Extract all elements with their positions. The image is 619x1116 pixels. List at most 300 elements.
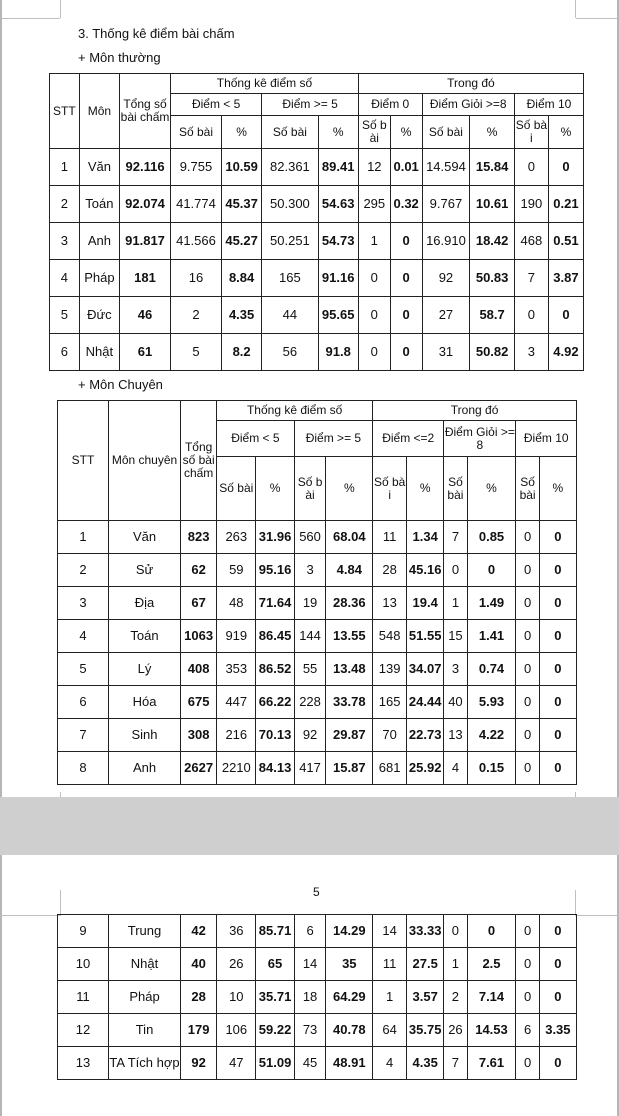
regular-subjects-table: [49, 73, 584, 371]
cell-ge5-count: 14: [294, 948, 326, 981]
table-row: [58, 915, 577, 948]
table-row: [58, 752, 577, 785]
col-header-count: Số bài: [373, 457, 407, 521]
cell-ten-pct: 0: [539, 521, 576, 554]
cell-c3-count: 681: [373, 752, 407, 785]
cell-ten-pct: 0: [539, 653, 576, 686]
cell-ten-pct: 0: [548, 297, 583, 334]
col-header-stt: STT: [58, 401, 109, 521]
cell-ge5-count: 165: [262, 260, 318, 297]
cell-c3-count: 12: [358, 149, 390, 186]
cell-ten-count: 0: [516, 1047, 539, 1080]
cell-lt5-count: 16: [171, 260, 222, 297]
cell-c3-pct: 0.32: [390, 186, 422, 223]
table-row: [58, 719, 577, 752]
cell-good-count: 1: [444, 948, 467, 981]
cell-ten-pct: 0: [548, 149, 583, 186]
cell-c3-pct: 35.75: [407, 1014, 444, 1047]
cell-lt5-count: 48: [217, 587, 256, 620]
cell-c3-count: 64: [373, 1014, 407, 1047]
col-header-score-stats: Thống kê điểm số: [171, 74, 359, 94]
col-header-among: Trong đó: [373, 401, 577, 421]
cell-ge5-count: 6: [294, 915, 326, 948]
cell-ten-pct: 0: [539, 587, 576, 620]
cell-c3-pct: 25.92: [407, 752, 444, 785]
cell-lt5-pct: 86.45: [256, 620, 294, 653]
cell-ge5-pct: 40.78: [326, 1014, 373, 1047]
cell-ge5-pct: 68.04: [326, 521, 373, 554]
cell-stt: 7: [58, 719, 109, 752]
col-header-count: Số bài: [422, 116, 470, 149]
cell-good-count: 27: [422, 297, 470, 334]
table-row: [50, 334, 584, 371]
cell-subject: Nhật: [108, 948, 180, 981]
cell-ten-count: 0: [516, 981, 539, 1014]
cell-ten-pct: 0: [539, 915, 576, 948]
cell-ten-count: 0: [516, 587, 539, 620]
cell-c3-pct: 51.55: [407, 620, 444, 653]
col-header-lt5: Điểm < 5: [171, 94, 262, 116]
cell-good-pct: 4.22: [467, 719, 516, 752]
cell-lt5-count: 26: [217, 948, 256, 981]
cell-c3-count: 548: [373, 620, 407, 653]
col-header-count: Số bài: [444, 457, 467, 521]
table-row: [58, 554, 577, 587]
cell-subject: Địa: [108, 587, 180, 620]
cell-ten-count: 0: [514, 297, 548, 334]
cell-c3-count: 0: [358, 297, 390, 334]
cell-ge5-pct: 35: [326, 948, 373, 981]
cell-ten-pct: 0: [539, 686, 576, 719]
cell-stt: 1: [58, 521, 109, 554]
cell-subject: Văn: [108, 521, 180, 554]
cell-c3-pct: 33.33: [407, 915, 444, 948]
col-header-good: Điểm Giỏi >=8: [444, 421, 516, 457]
cell-c3-pct: 0: [390, 334, 422, 371]
col-header-le2: Điểm <=2: [373, 421, 444, 457]
col-header-good: Điểm Giỏi >=8: [422, 94, 514, 116]
cell-good-pct: 2.5: [467, 948, 516, 981]
cell-stt: 13: [58, 1047, 109, 1080]
cell-ten-pct: 0: [539, 620, 576, 653]
cell-total: 46: [120, 297, 171, 334]
cell-ge5-count: 92: [294, 719, 326, 752]
cell-ten-pct: 0: [539, 719, 576, 752]
cell-c3-count: 139: [373, 653, 407, 686]
cell-c3-count: 1: [358, 223, 390, 260]
cell-ge5-count: 44: [262, 297, 318, 334]
cell-ge5-pct: 48.91: [326, 1047, 373, 1080]
col-header-ten: Điểm 10: [514, 94, 583, 116]
page-gap: [0, 797, 619, 855]
cell-good-count: 2: [444, 981, 467, 1014]
cell-total: 42: [181, 915, 217, 948]
cell-lt5-pct: 59.22: [256, 1014, 294, 1047]
cell-lt5-count: 36: [217, 915, 256, 948]
section-heading: 3. Thống kê điểm bài chấm: [78, 26, 235, 41]
cell-lt5-pct: 86.52: [256, 653, 294, 686]
cell-lt5-count: 353: [217, 653, 256, 686]
cell-ten-count: 0: [514, 149, 548, 186]
col-header-pct: %: [221, 116, 261, 149]
cell-c3-pct: 34.07: [407, 653, 444, 686]
col-header-subject: Môn: [79, 74, 119, 149]
table-row: [58, 981, 577, 1014]
cell-good-count: 26: [444, 1014, 467, 1047]
cell-ge5-count: 55: [294, 653, 326, 686]
cell-ge5-count: 19: [294, 587, 326, 620]
cell-c3-pct: 24.44: [407, 686, 444, 719]
cell-lt5-count: 2210: [217, 752, 256, 785]
cell-lt5-pct: 51.09: [256, 1047, 294, 1080]
cell-total: 28: [181, 981, 217, 1014]
col-header-count: Số bài: [171, 116, 222, 149]
cell-c3-count: 14: [373, 915, 407, 948]
cell-total: 823: [181, 521, 217, 554]
table-row: [58, 686, 577, 719]
cell-good-count: 0: [444, 554, 467, 587]
cell-subject: Lý: [108, 653, 180, 686]
col-header-pct: %: [390, 116, 422, 149]
cell-lt5-pct: 8.84: [221, 260, 261, 297]
cell-ge5-count: 18: [294, 981, 326, 1014]
cell-ge5-pct: 29.87: [326, 719, 373, 752]
margin-corner-mark: [575, 0, 576, 18]
margin-corner-mark: [60, 0, 61, 18]
cell-lt5-pct: 45.37: [221, 186, 261, 223]
cell-c3-count: 28: [373, 554, 407, 587]
cell-ge5-count: 73: [294, 1014, 326, 1047]
cell-good-pct: 18.42: [470, 223, 515, 260]
cell-c3-count: 0: [358, 260, 390, 297]
cell-lt5-pct: 71.64: [256, 587, 294, 620]
cell-ge5-pct: 91.16: [318, 260, 358, 297]
cell-subject: Văn: [79, 149, 119, 186]
cell-ten-count: 3: [514, 334, 548, 371]
cell-subject: TA Tích hợp: [108, 1047, 180, 1080]
cell-good-count: 0: [444, 915, 467, 948]
col-header-lt5: Điểm < 5: [217, 421, 294, 457]
cell-c3-count: 0: [358, 334, 390, 371]
col-header-ge5: Điểm >= 5: [262, 94, 359, 116]
margin-corner-mark: [60, 890, 61, 916]
cell-total: 61: [120, 334, 171, 371]
cell-good-pct: 10.61: [470, 186, 515, 223]
cell-ge5-count: 50.300: [262, 186, 318, 223]
cell-total: 92.116: [120, 149, 171, 186]
cell-ten-pct: 0: [539, 1047, 576, 1080]
cell-good-pct: 14.53: [467, 1014, 516, 1047]
table-row: [58, 587, 577, 620]
cell-ge5-pct: 14.29: [326, 915, 373, 948]
cell-ge5-pct: 91.8: [318, 334, 358, 371]
table-row: [58, 653, 577, 686]
specialized-subjects-label: + Môn Chuyên: [78, 377, 163, 392]
cell-lt5-count: 59: [217, 554, 256, 587]
cell-lt5-count: 10: [217, 981, 256, 1014]
cell-stt: 2: [58, 554, 109, 587]
col-header-score-stats: Thống kê điểm số: [217, 401, 373, 421]
cell-good-pct: 0: [467, 554, 516, 587]
cell-lt5-count: 9.755: [171, 149, 222, 186]
cell-lt5-pct: 85.71: [256, 915, 294, 948]
table-row: [50, 149, 584, 186]
cell-subject: Sinh: [108, 719, 180, 752]
margin-corner-mark: [575, 890, 576, 916]
cell-stt: 3: [50, 223, 80, 260]
cell-lt5-count: 41.566: [171, 223, 222, 260]
cell-good-pct: 0: [467, 915, 516, 948]
cell-good-pct: 5.93: [467, 686, 516, 719]
cell-stt: 2: [50, 186, 80, 223]
cell-c3-count: 70: [373, 719, 407, 752]
cell-good-pct: 50.83: [470, 260, 515, 297]
col-header-total: Tổng số bài chấm: [181, 401, 217, 521]
col-header-count: Số bài: [358, 116, 390, 149]
col-header-among: Trong đó: [358, 74, 583, 94]
cell-ten-pct: 0.51: [548, 223, 583, 260]
cell-subject: Đức: [79, 297, 119, 334]
cell-subject: Pháp: [108, 981, 180, 1014]
cell-c3-count: 1: [373, 981, 407, 1014]
cell-good-count: 7: [444, 521, 467, 554]
cell-total: 179: [181, 1014, 217, 1047]
cell-total: 40: [181, 948, 217, 981]
cell-subject: Anh: [79, 223, 119, 260]
cell-subject: Sử: [108, 554, 180, 587]
cell-lt5-pct: 45.27: [221, 223, 261, 260]
cell-ten-count: 468: [514, 223, 548, 260]
cell-stt: 3: [58, 587, 109, 620]
cell-c3-pct: 0: [390, 260, 422, 297]
col-header-pct: %: [470, 116, 515, 149]
margin-corner-mark: [0, 18, 60, 19]
cell-lt5-count: 2: [171, 297, 222, 334]
cell-lt5-pct: 8.2: [221, 334, 261, 371]
col-header-pct: %: [407, 457, 444, 521]
cell-lt5-pct: 95.16: [256, 554, 294, 587]
cell-total: 408: [181, 653, 217, 686]
cell-c3-count: 11: [373, 521, 407, 554]
cell-ten-pct: 0: [539, 752, 576, 785]
cell-ten-count: 0: [516, 948, 539, 981]
cell-good-count: 9.767: [422, 186, 470, 223]
cell-good-count: 40: [444, 686, 467, 719]
cell-good-count: 15: [444, 620, 467, 653]
cell-good-count: 16.910: [422, 223, 470, 260]
cell-good-pct: 15.84: [470, 149, 515, 186]
cell-subject: Pháp: [79, 260, 119, 297]
col-header-count: Số bài: [262, 116, 318, 149]
cell-lt5-pct: 10.59: [221, 149, 261, 186]
cell-stt: 5: [58, 653, 109, 686]
cell-ten-count: 6: [516, 1014, 539, 1047]
cell-ge5-pct: 54.73: [318, 223, 358, 260]
page-left-edge: [0, 855, 2, 1116]
table-row: [50, 297, 584, 334]
cell-total: 92: [181, 1047, 217, 1080]
cell-good-count: 7: [444, 1047, 467, 1080]
specialized-subjects-table-continued: [57, 914, 577, 1080]
cell-c3-pct: 0: [390, 297, 422, 334]
cell-ten-count: 0: [516, 686, 539, 719]
cell-ge5-pct: 28.36: [326, 587, 373, 620]
cell-ge5-pct: 64.29: [326, 981, 373, 1014]
table-row: [58, 1014, 577, 1047]
cell-lt5-pct: 84.13: [256, 752, 294, 785]
cell-good-pct: 0.74: [467, 653, 516, 686]
cell-good-count: 92: [422, 260, 470, 297]
cell-good-pct: 50.82: [470, 334, 515, 371]
cell-total: 675: [181, 686, 217, 719]
specialized-subjects-table: [57, 400, 577, 785]
cell-subject: Toán: [79, 186, 119, 223]
cell-ge5-pct: 54.63: [318, 186, 358, 223]
cell-stt: 12: [58, 1014, 109, 1047]
cell-ge5-count: 560: [294, 521, 326, 554]
cell-ten-pct: 3.35: [539, 1014, 576, 1047]
cell-good-pct: 0.85: [467, 521, 516, 554]
cell-lt5-count: 106: [217, 1014, 256, 1047]
cell-ge5-count: 50.251: [262, 223, 318, 260]
col-header-zero: Điểm 0: [358, 94, 422, 116]
cell-total: 62: [181, 554, 217, 587]
cell-c3-pct: 0.01: [390, 149, 422, 186]
table-row: [58, 620, 577, 653]
cell-lt5-count: 447: [217, 686, 256, 719]
col-header-pct: %: [326, 457, 373, 521]
cell-c3-pct: 27.5: [407, 948, 444, 981]
cell-lt5-count: 47: [217, 1047, 256, 1080]
cell-ge5-pct: 15.87: [326, 752, 373, 785]
cell-c3-count: 165: [373, 686, 407, 719]
cell-stt: 8: [58, 752, 109, 785]
col-header-count: Số bài: [514, 116, 548, 149]
cell-lt5-count: 919: [217, 620, 256, 653]
cell-c3-pct: 0: [390, 223, 422, 260]
col-header-pct: %: [318, 116, 358, 149]
cell-total: 91.817: [120, 223, 171, 260]
cell-ge5-pct: 33.78: [326, 686, 373, 719]
cell-ge5-pct: 13.48: [326, 653, 373, 686]
cell-ten-pct: 0.21: [548, 186, 583, 223]
cell-c3-count: 13: [373, 587, 407, 620]
cell-ge5-count: 3: [294, 554, 326, 587]
cell-c3-pct: 4.35: [407, 1047, 444, 1080]
cell-ten-pct: 0: [539, 554, 576, 587]
cell-subject: Tin: [108, 1014, 180, 1047]
col-header-ge5: Điểm >= 5: [294, 421, 373, 457]
cell-subject: Anh: [108, 752, 180, 785]
cell-ge5-count: 45: [294, 1047, 326, 1080]
cell-ge5-pct: 89.41: [318, 149, 358, 186]
cell-c3-count: 11: [373, 948, 407, 981]
cell-stt: 5: [50, 297, 80, 334]
col-header-count: Số bài: [516, 457, 539, 521]
cell-good-count: 13: [444, 719, 467, 752]
cell-lt5-pct: 70.13: [256, 719, 294, 752]
cell-ten-pct: 0: [539, 981, 576, 1014]
margin-corner-mark: [576, 18, 619, 19]
col-header-ten: Điểm 10: [516, 421, 577, 457]
cell-total: 1063: [181, 620, 217, 653]
cell-good-count: 1: [444, 587, 467, 620]
cell-lt5-pct: 66.22: [256, 686, 294, 719]
cell-ge5-count: 56: [262, 334, 318, 371]
cell-ge5-pct: 4.84: [326, 554, 373, 587]
cell-subject: Toán: [108, 620, 180, 653]
col-header-pct: %: [539, 457, 576, 521]
col-header-total: Tổng số bài chấm: [120, 74, 171, 149]
col-header-count: Số bài: [294, 457, 326, 521]
cell-total: 67: [181, 587, 217, 620]
cell-good-count: 14.594: [422, 149, 470, 186]
col-header-stt: STT: [50, 74, 80, 149]
cell-lt5-count: 263: [217, 521, 256, 554]
cell-c3-pct: 3.57: [407, 981, 444, 1014]
regular-subjects-label: + Môn thường: [78, 50, 161, 65]
cell-good-count: 3: [444, 653, 467, 686]
col-header-subject: Môn chuyên: [108, 401, 180, 521]
cell-good-count: 31: [422, 334, 470, 371]
cell-stt: 10: [58, 948, 109, 981]
cell-lt5-pct: 4.35: [221, 297, 261, 334]
cell-subject: Hóa: [108, 686, 180, 719]
cell-ge5-count: 82.361: [262, 149, 318, 186]
cell-stt: 6: [50, 334, 80, 371]
cell-good-pct: 0.15: [467, 752, 516, 785]
cell-c3-count: 4: [373, 1047, 407, 1080]
cell-subject: Nhật: [79, 334, 119, 371]
col-header-count: Số bài: [217, 457, 256, 521]
page-left-edge: [0, 0, 2, 797]
margin-corner-mark: [576, 915, 619, 916]
cell-good-pct: 7.61: [467, 1047, 516, 1080]
table-row: [58, 1047, 577, 1080]
cell-total: 92.074: [120, 186, 171, 223]
cell-ten-count: 0: [516, 620, 539, 653]
cell-ten-count: 0: [516, 521, 539, 554]
cell-stt: 4: [58, 620, 109, 653]
cell-total: 308: [181, 719, 217, 752]
cell-total: 2627: [181, 752, 217, 785]
cell-ten-pct: 3.87: [548, 260, 583, 297]
cell-lt5-pct: 65: [256, 948, 294, 981]
margin-corner-mark: [0, 915, 60, 916]
cell-ge5-count: 228: [294, 686, 326, 719]
cell-ten-count: 0: [516, 554, 539, 587]
cell-ge5-count: 417: [294, 752, 326, 785]
cell-c3-pct: 1.34: [407, 521, 444, 554]
cell-c3-pct: 45.16: [407, 554, 444, 587]
cell-ge5-pct: 13.55: [326, 620, 373, 653]
cell-lt5-count: 5: [171, 334, 222, 371]
table-row: [58, 948, 577, 981]
col-header-pct: %: [467, 457, 516, 521]
cell-good-pct: 7.14: [467, 981, 516, 1014]
cell-c3-count: 295: [358, 186, 390, 223]
cell-subject: Trung: [108, 915, 180, 948]
cell-stt: 9: [58, 915, 109, 948]
cell-lt5-count: 41.774: [171, 186, 222, 223]
table-row: [50, 186, 584, 223]
cell-ten-pct: 4.92: [548, 334, 583, 371]
cell-total: 181: [120, 260, 171, 297]
cell-stt: 1: [50, 149, 80, 186]
cell-ten-count: 0: [516, 915, 539, 948]
cell-stt: 4: [50, 260, 80, 297]
cell-ten-count: 0: [516, 752, 539, 785]
